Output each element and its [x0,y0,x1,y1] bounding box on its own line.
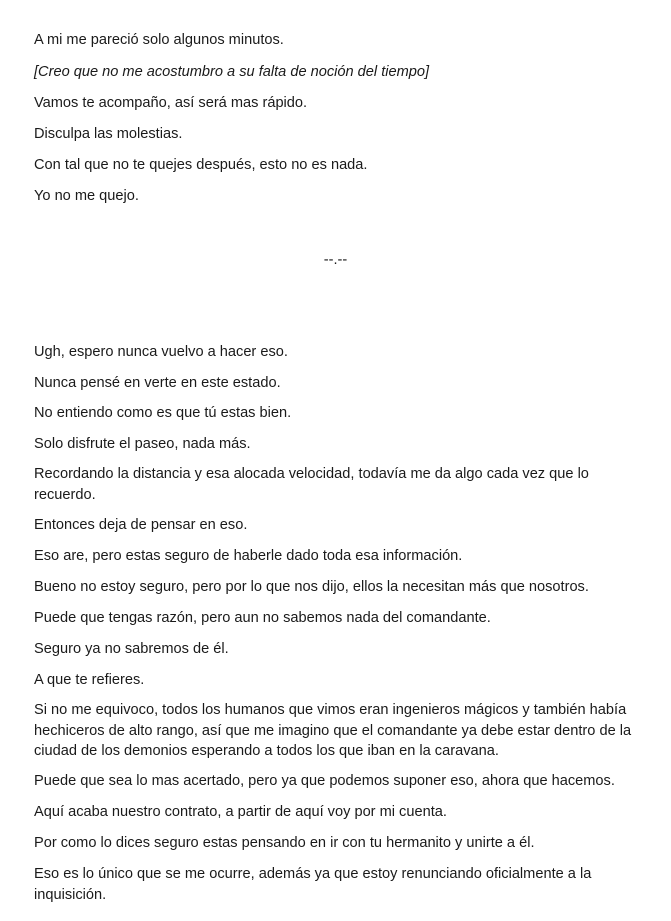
paragraph: Eso es lo único que se me ocurre, además ya que estoy renunciando oficialmente a la inquisición. [34,866,592,903]
paragraph: Disculpa las molestias. [34,126,183,142]
paragraph: Vamos te acompaño, así será mas rápido. [34,95,308,111]
paragraph: Si no me equivoco, todos los humanos que vimos eran ingenieros mágicos y también había hechiceros de alto rango, así que me imagino que el comandante ya debe estar dentro de la ciudad de los demonios esperando a todos los que iban en la caravana. [34,702,632,759]
paragraph: A mi me pareció solo algunos minutos. [34,32,284,48]
paragraph-italic-thought: [Creo que no me acostumbro a su falta de noción del tiempo] [34,64,430,80]
paragraph: Solo disfrute el paseo, nada más. [34,436,251,452]
paragraph: Nunca pensé en verte en este estado. [34,375,281,391]
paragraph: Por como lo dices seguro estas pensando en ir con tu hermanito y unirte a él. [34,835,535,851]
paragraph: Ugh, espero nunca vuelvo a hacer eso. [34,344,288,360]
paragraph: Con tal que no te quejes después, esto no es nada. [34,157,368,173]
paragraph: Puede que tengas razón, pero aun no sabemos nada del comandante. [34,610,491,626]
scene-separator: --.-- [323,252,348,268]
paragraph: Seguro ya no sabremos de él. [34,641,229,657]
paragraph: Puede que sea lo mas acertado, pero ya que podemos suponer eso, ahora que hacemos. [34,773,615,789]
paragraph: Aquí acaba nuestro contrato, a partir de aquí voy por mi cuenta. [34,804,447,820]
paragraph: A que te refieres. [34,672,145,688]
paragraph: Yo no me quejo. [34,188,139,204]
paragraph: Bueno no estoy seguro, pero por lo que nos dijo, ellos la necesitan más que nosotros. [34,579,589,595]
paragraph: Recordando la distancia y esa alocada velocidad, todavía me da algo cada vez que lo recuerdo. [34,466,589,503]
paragraph: No entiendo como es que tú estas bien. [34,405,292,421]
paragraph: Eso are, pero estas seguro de haberle dado toda esa información. [34,548,463,564]
paragraph: Entonces deja de pensar en eso. [34,517,248,533]
